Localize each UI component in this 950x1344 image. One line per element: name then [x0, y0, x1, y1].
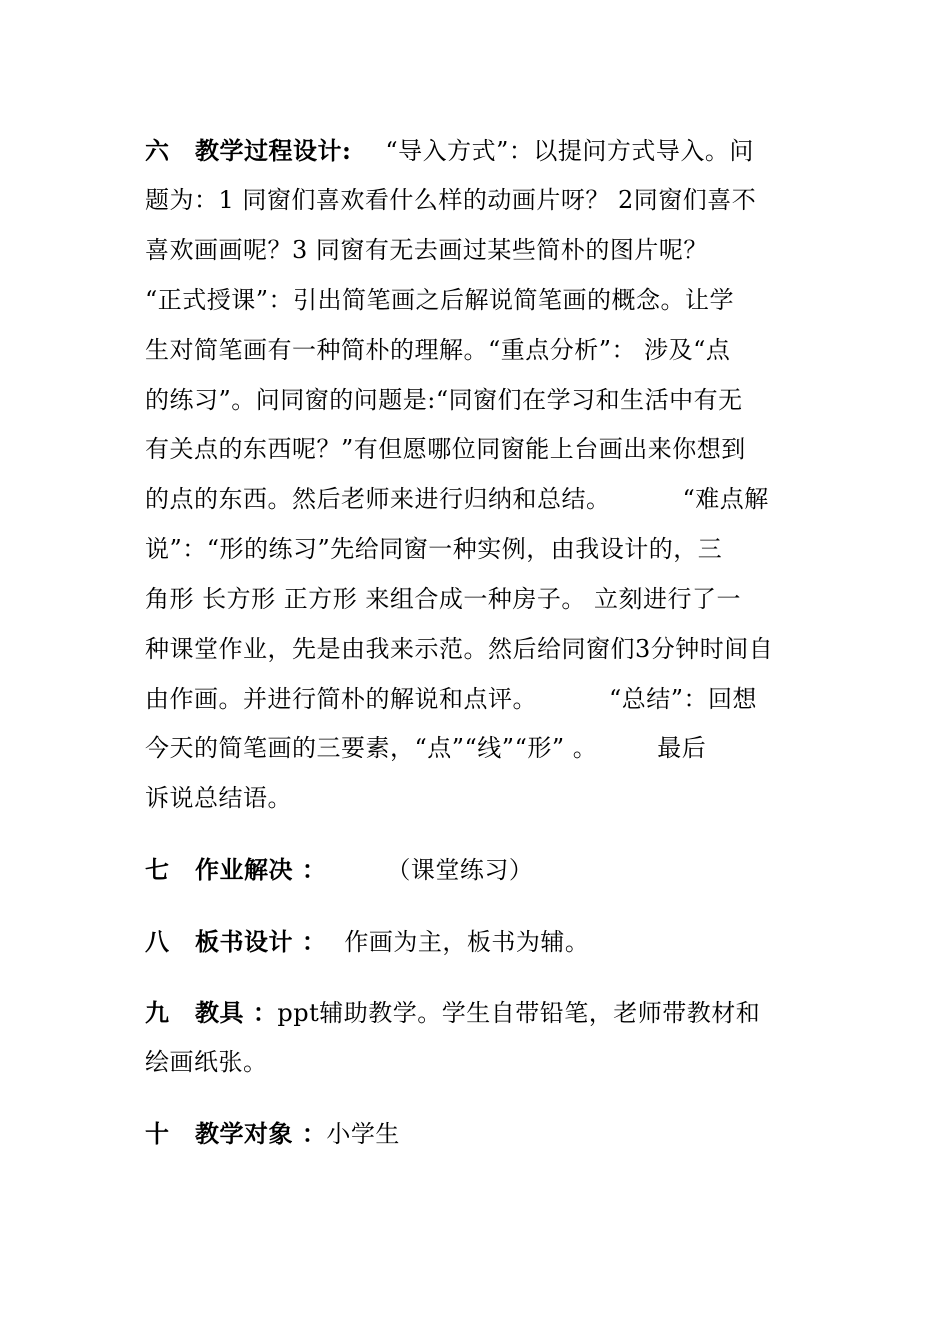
section6-text-15: 最后: [657, 734, 707, 762]
section10-content: 小学生: [326, 1120, 400, 1148]
section6-number: 六: [145, 136, 170, 165]
section6-line-7: 有关点的东西呢？”有但愿哪位同窗能上台画出来你想到: [145, 435, 746, 463]
section6-line-13: [145, 733, 706, 763]
section9-number: 九: [145, 998, 170, 1027]
section7-content: （课堂练习）: [386, 856, 534, 884]
section6-text-0: “导入方式”：以提问方式导入。问: [385, 137, 754, 165]
section9-line-2: 绘画纸张。: [145, 1048, 268, 1076]
section6-text-7: 的点的东西。然后老师来进行归纳和总结。: [145, 485, 611, 513]
section6-text-13: “总结”：回想: [609, 685, 758, 713]
section6-line-3: 喜欢画画呢？3 同窗有无去画过某些简朴的图片呢？: [145, 236, 708, 264]
section8-line: [145, 927, 589, 957]
section6-line-11: 种课堂作业，先是由我来示范。然后给同窗们3分钟时间自: [145, 635, 774, 663]
section6-line-2: 题为：1 同窗们喜欢看什么样的动画片呀？ 2同窗们喜不: [145, 186, 757, 214]
section6-line-14: 诉说总结语。: [145, 784, 292, 812]
section9-line-1: [145, 998, 760, 1028]
section6-line-6: 的练习”。问同窗的问题是:“同窗们在学习和生活中有无: [145, 386, 743, 414]
section10-number: 十: [145, 1119, 170, 1148]
section6-line-1: [145, 136, 754, 166]
section7-line: [145, 855, 533, 885]
section8-content: 作画为主，板书为辅。: [344, 928, 590, 956]
section6-text-14: 今天的简笔画的三要素，“点”“线”“形” 。: [145, 734, 598, 762]
section6-text-8: “难点解: [682, 485, 769, 513]
section6-heading: 教学过程设计:: [195, 136, 352, 165]
section10-line: [145, 1119, 400, 1149]
section7-heading: 作业解决 ：: [195, 855, 327, 884]
section8-number: 八: [145, 927, 170, 956]
section7-number: 七: [145, 855, 170, 884]
section6-line-12: [145, 684, 757, 714]
section9-content-1: ppt辅助教学。学生自带铅笔，老师带教材和: [277, 999, 761, 1027]
section9-heading: 教具 ：: [195, 998, 278, 1027]
section10-heading: 教学对象 ：: [195, 1119, 327, 1148]
section6-line-10: 角形 长方形 正方形 来组合成一种房子。 立刻进行了一: [145, 585, 742, 613]
section6-text-12: 由作画。并进行简朴的解说和点评。: [145, 685, 537, 713]
section6-line-4: “正式授课”：引出简笔画之后解说简笔画的概念。让学: [145, 286, 735, 314]
section8-heading: 板书设计 ：: [195, 927, 327, 956]
section6-line-5: 生对简笔画有一种简朴的理解。“重点分析”： 涉及“点: [145, 336, 731, 364]
section6-line-8: [145, 484, 769, 514]
section6-line-9: 说”：“形的练习”先给同窗一种实例，由我设计的，三: [145, 535, 723, 563]
